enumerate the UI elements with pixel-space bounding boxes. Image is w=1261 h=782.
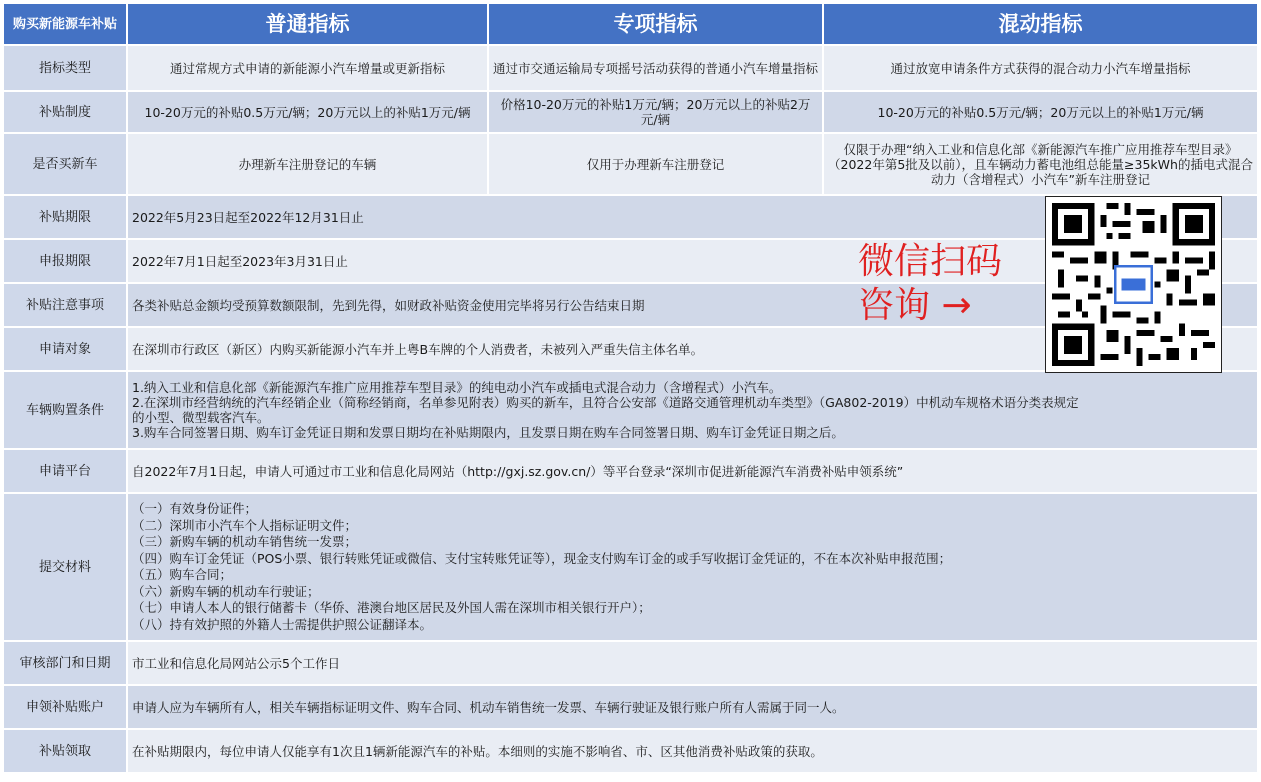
wechat-qr-code[interactable] [1045,196,1222,373]
material-line: （一）有效身份证件； [132,501,258,516]
cell-text: 办理新车注册登记的车辆 [127,133,488,195]
row-label: 补贴注意事项 [3,283,127,327]
conditions-cell [127,371,1258,449]
cell-text: 仅限于办理“纳入工业和信息化部《新能源汽车推广应用推荐车型目录》（2022年第5批及以前），且车辆动力蓄电池组总能量≥35kWh的插电式混合动力（含增程式）小汽车”新车注册登记 [823,133,1258,195]
row-review [3,641,1258,685]
header-ordinary: 普通指标 [127,3,488,45]
cell-text: 2022年5月23日起至2022年12月31日止 [127,195,1258,239]
prompt-line: 微信扫码 [858,241,1003,282]
cell-text: 在补贴期限内，每位申请人仅能享有1次且1辆新能源汽车的补贴。本细则的实施不影响省、市、区其他消费补贴政策的获取。 [127,729,1258,773]
material-line: （七）申请人本人的银行储蓄卡（华侨、港澳台地区居民及外国人需在深圳市相关银行开户）； [132,600,651,615]
condition-line: 的小型、微型载客汽车。 [132,410,270,425]
row-account [3,685,1258,729]
row-label: 提交材料 [3,493,127,641]
header-special: 专项指标 [488,3,823,45]
row-label: 申请平台 [3,449,127,493]
row-newcar [3,133,1258,195]
cell-text: 价格10-20万元的补贴1万元/辆；20万元以上的补贴2万元/辆 [488,91,823,133]
material-line: （二）深圳市小汽车个人指标证明文件； [132,517,358,533]
cell-text: 自2022年7月1日起，申请人可通过市工业和信息化局网站（http://gxj.sz.gov.cn/）等平台登录“深圳市促进新能源汽车消费补贴申领系统” [127,449,1258,493]
row-label: 补贴期限 [3,195,127,239]
cell-text: 通过市交通运输局专项摇号活动获得的普通小汽车增量指标 [488,45,823,91]
cell-text: 各类补贴总金额均受预算数额限制，先到先得，如财政补贴资金使用完毕将另行公告结束日期 [127,283,1258,327]
material-line: （六）新购车辆的机动车行驶证； [132,583,320,599]
row-policy [3,91,1258,133]
condition-line: 2.在深圳市经营纳统的汽车经销企业（简称经销商，名单参见附表）购买的新车，且符合公安部《道路交通管理机动车类型》（GA802-2019）中机动车规格术语分类表规定 [132,395,1079,410]
cell-text: 通过常规方式申请的新能源小汽车增量或更新指标 [127,45,488,91]
row-materials [3,493,1258,641]
wechat-scan-prompt [858,240,1002,328]
row-label: 车辆购置条件 [3,371,127,449]
materials-cell [127,493,1258,641]
row-label: 申请对象 [3,327,127,371]
row-label: 审核部门和日期 [3,641,127,685]
condition-line: 3.购车合同签署日期、购车订金凭证日期和发票日期均在补贴期限内，且发票日期在购车合同签署日期、购车订金凭证日期之后。 [132,425,844,440]
material-line: （三）新购车辆的机动车销售统一发票； [132,534,358,549]
row-platform [3,449,1258,493]
cell-text: 市工业和信息化局网站公示5个工作日 [127,641,1258,685]
row-label: 是否买新车 [3,133,127,195]
row-conditions [3,371,1258,449]
prompt-line: 咨询 → [858,285,972,326]
row-type [3,45,1258,91]
row-label: 申报期限 [3,239,127,283]
cell-text: 2022年7月1日起至2023年3月31日止 [127,239,1258,283]
subsidy-table [2,2,1259,774]
material-line: （八）持有效护照的外籍人士需提供护照公证翻译本。 [132,616,433,632]
cell-text: 通过放宽申请条件方式获得的混合动力小汽车增量指标 [823,45,1258,91]
cell-text: 10-20万元的补贴0.5万元/辆；20万元以上的补贴1万元/辆 [823,91,1258,133]
row-label: 补贴领取 [3,729,127,773]
material-line: （四）购车订金凭证（POS小票、银行转账凭证或微信、支付宝转账凭证等），现金支付购车订金的或手写收据订金凭证的，不在本次补贴申报范围； [132,550,952,566]
row-label: 申领补贴账户 [3,685,127,729]
cell-text: 仅用于办理新车注册登记 [488,133,823,195]
condition-line: 1.纳入工业和信息化部《新能源汽车推广应用推荐车型目录》的纯电动小汽车或插电式混合动力（含增程式）小汽车。 [132,380,782,395]
cell-text: 10-20万元的补贴0.5万元/辆；20万元以上的补贴1万元/辆 [127,91,488,133]
cell-text: 在深圳市行政区（新区）内购买新能源小汽车并上粤B车牌的个人消费者，未被列入严重失信主体名单。 [127,327,1258,371]
row-label: 补贴制度 [3,91,127,133]
material-line: （五）购车合同； [132,567,233,582]
header-corner: 购买新能源车补贴 [3,3,127,45]
qr-code-icon [1046,197,1221,372]
row-claim [3,729,1258,773]
header-row [3,3,1258,45]
cell-text: 申请人应为车辆所有人，相关车辆指标证明文件、购车合同、机动车销售统一发票、车辆行驶证及银行账户所有人需属于同一人。 [127,685,1258,729]
row-label: 指标类型 [3,45,127,91]
header-hybrid: 混动指标 [823,3,1258,45]
